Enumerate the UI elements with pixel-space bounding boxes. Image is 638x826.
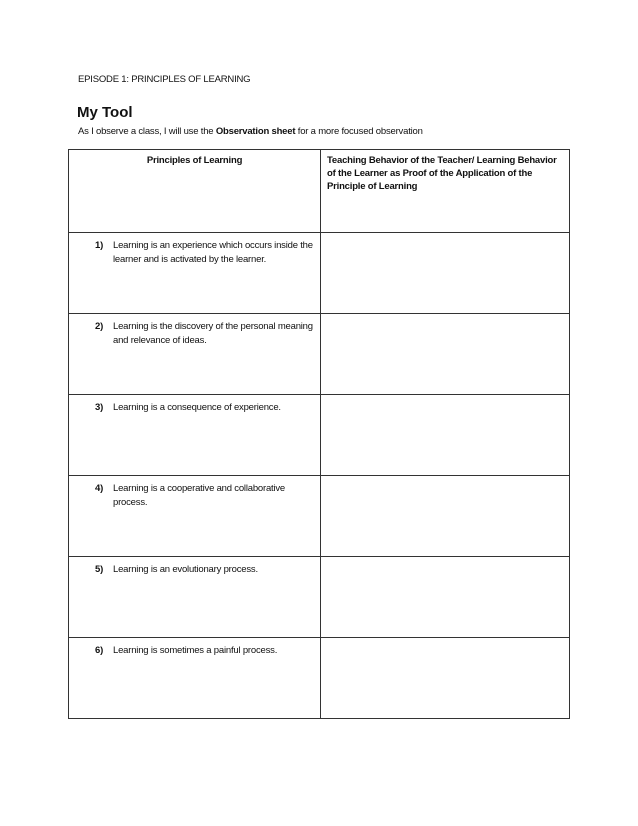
principle-number: 6) (95, 645, 104, 656)
principle-number: 2) (95, 321, 104, 332)
table-row (69, 314, 570, 395)
observation-table (68, 149, 570, 719)
observation-cell[interactable] (321, 314, 570, 395)
table-row (69, 557, 570, 638)
observation-cell[interactable] (321, 557, 570, 638)
table-row (69, 233, 570, 314)
table-row (69, 638, 570, 719)
principle-text: Learning is sometimes a painful process. (113, 645, 278, 656)
principle-cell (69, 233, 321, 314)
principle-cell (69, 638, 321, 719)
principle-number: 1) (95, 240, 104, 251)
principle-number: 4) (95, 483, 104, 494)
principle-cell (69, 476, 321, 557)
principle-cell (69, 314, 321, 395)
principle-text: Learning is an experience which occurs inside the learner and is activated by the learner. (113, 240, 313, 265)
page-title: My Tool (77, 104, 133, 121)
behavior-column-header: Teaching Behavior of the Teacher/ Learning Behavior of the Learner as Proof of the Application of the Principle of Learning (321, 150, 570, 233)
observation-cell[interactable] (321, 395, 570, 476)
principle-cell (69, 395, 321, 476)
intro-text-bold: Observation sheet (215, 126, 296, 137)
principle-text: Learning is the discovery of the personal meaning and relevance of ideas. (113, 321, 313, 346)
intro-text-start: As I observe a class, I will use the (78, 126, 216, 137)
principle-cell (69, 557, 321, 638)
observation-cell[interactable] (321, 233, 570, 314)
episode-heading: EPISODE 1: PRINCIPLES OF LEARNING (78, 74, 251, 85)
principle-text: Learning is a cooperative and collaborative process. (113, 483, 286, 508)
intro-text-end: for a more focused observation (295, 126, 423, 137)
intro-text (78, 126, 423, 137)
principles-column-header: Principles of Learning (69, 150, 321, 233)
principle-text: Learning is an evolutionary process. (113, 564, 258, 575)
table-row (69, 476, 570, 557)
principle-number: 5) (95, 564, 104, 575)
observation-cell[interactable] (321, 638, 570, 719)
table-header-row (69, 150, 570, 233)
observation-cell[interactable] (321, 476, 570, 557)
table-row (69, 395, 570, 476)
principle-text: Learning is a consequence of experience. (113, 402, 281, 413)
principle-number: 3) (95, 402, 104, 413)
